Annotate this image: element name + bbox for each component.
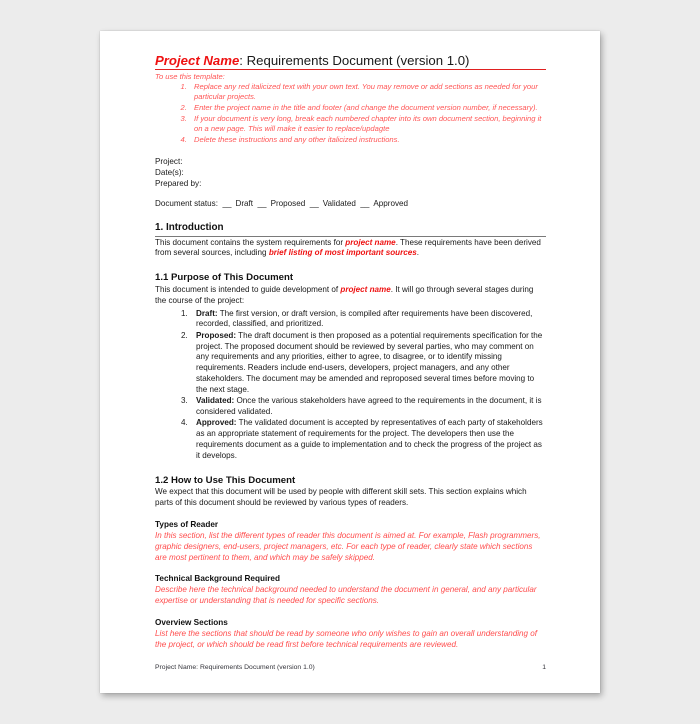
list-item <box>190 396 546 418</box>
document-status-line <box>155 199 546 208</box>
footer-page-number: 1 <box>542 664 546 671</box>
section-heading-introduction: 1. Introduction <box>155 222 546 236</box>
instructions-list <box>155 82 546 145</box>
stage-text-draft: The first version, or draft version, is compiled after requirements have been discovered, recorded, classified, and prioritized. <box>196 308 533 329</box>
status-blank: __ <box>360 199 370 209</box>
dates-label: Date(s): <box>155 167 184 177</box>
stage-term-draft: Draft: <box>196 308 218 318</box>
document-content <box>155 53 546 650</box>
stage-text-proposed: The draft document is then proposed as a potential requirements specification for the project. The proposed document should be reviewed by several parties, who may comment on any requirements and any priorities, either to agree, to disagree, or to identify missing requirements. Readers include end-users, developers, project managers, and any other stakeholders. The document may be amended and reproposed several times before moving to the next stage. <box>196 330 543 394</box>
list-item <box>190 309 546 331</box>
status-option-approved: Approved <box>373 199 409 209</box>
list-item: 2. Enter the project name in the title and footer (and change the document version number, if necessary). <box>189 103 546 113</box>
stage-text-validated: Once the various stakeholders have agreed to the requirements in the document, it is considered validated. <box>196 396 542 417</box>
list-item: 1. Replace any red italicized text with your own text. You may remove or add sections as needed for your particular projects. <box>189 82 546 102</box>
section-introduction-paragraph <box>155 238 546 260</box>
purpose-placeholder-project-name: project name <box>340 284 391 294</box>
placeholder-overview-sections: List here the sections that should be read by someone who only wishes to gain an overall understanding of the project, or which should be read first before technical requirements are reviewed. <box>155 628 537 649</box>
purpose-text-b: . It will go through several stages during the course of the project: <box>155 284 534 305</box>
intro-placeholder-sources: brief listing of most important sources <box>268 248 417 258</box>
document-page <box>100 31 600 693</box>
intro-text-a: This document contains the system requirements for <box>155 237 346 247</box>
stage-term-proposed: Proposed: <box>196 330 237 340</box>
purpose-text-a: This document is intended to guide development of <box>155 284 341 294</box>
section-how-to-use-paragraph: We expect that this document will be used by people with different skill sets. This section explains which parts of this document should be reviewed by various types of readers. <box>155 487 527 508</box>
intro-placeholder-project-name: project name <box>345 237 396 247</box>
prepared-by-label: Prepared by: <box>155 179 202 189</box>
list-item: 4. Delete these instructions and any other italicized instructions. <box>189 135 546 145</box>
intro-text-c: . <box>416 248 420 258</box>
title-project-name: Project Name <box>155 53 240 68</box>
status-label: Document status: <box>155 199 218 209</box>
status-option-proposed: Proposed <box>270 199 306 209</box>
status-blank: __ <box>257 199 267 209</box>
document-meta <box>155 156 546 189</box>
section-heading-how-to-use: 1.2 How to Use This Document <box>155 474 296 486</box>
section-heading-purpose: 1.1 Purpose of This Document <box>155 272 294 284</box>
stage-term-approved: Approved: <box>196 418 237 428</box>
stage-term-validated: Validated: <box>196 396 235 406</box>
intro-text-b: . These requirements have been derived from several sources, including <box>155 237 541 258</box>
subheading-overview-sections: Overview Sections <box>155 617 228 627</box>
title-rest: : Requirements Document (version 1.0) <box>239 53 470 68</box>
list-item <box>190 418 546 461</box>
subheading-technical-background: Technical Background Required <box>155 574 280 584</box>
list-item <box>190 331 546 396</box>
subheading-types-of-reader: Types of Reader <box>155 520 219 530</box>
status-option-validated: Validated <box>322 199 356 209</box>
stages-list <box>155 309 546 462</box>
placeholder-technical-background: Describe here the technical background needed to understand the document in general, and any particular expertise or understanding that is needed for specific sections. <box>155 585 537 606</box>
project-label: Project: <box>155 156 183 166</box>
status-option-draft: Draft <box>235 199 254 209</box>
status-blank: __ <box>222 199 232 209</box>
list-item: 3. If your document is very long, break each numbered chapter into its own document section, beginning it on a new page. This will make it easier to replace/updagte <box>189 114 546 134</box>
section-purpose-paragraph <box>155 285 546 307</box>
instructions-lead: To use this template: <box>155 72 225 82</box>
footer-text: Project Name: Requirements Document (version 1.0) <box>155 664 315 671</box>
page-footer <box>155 664 546 671</box>
stage-text-approved: The validated document is accepted by representatives of each party of stakeholders as an appropriate statement of requirements for the project. The developers then use the requirements document as a guide to implementation and to check the progress of the project as it develops. <box>196 418 543 460</box>
page-title <box>155 53 546 70</box>
status-blank: __ <box>309 199 319 209</box>
placeholder-types-of-reader: In this section, list the different types of reader this document is aimed at. For example, Flash programmers, graphic designers, end-users, project managers, etc. For each type of reader, clearly state which sections are most pertinent to them, and which may be safely skipped. <box>155 530 541 562</box>
